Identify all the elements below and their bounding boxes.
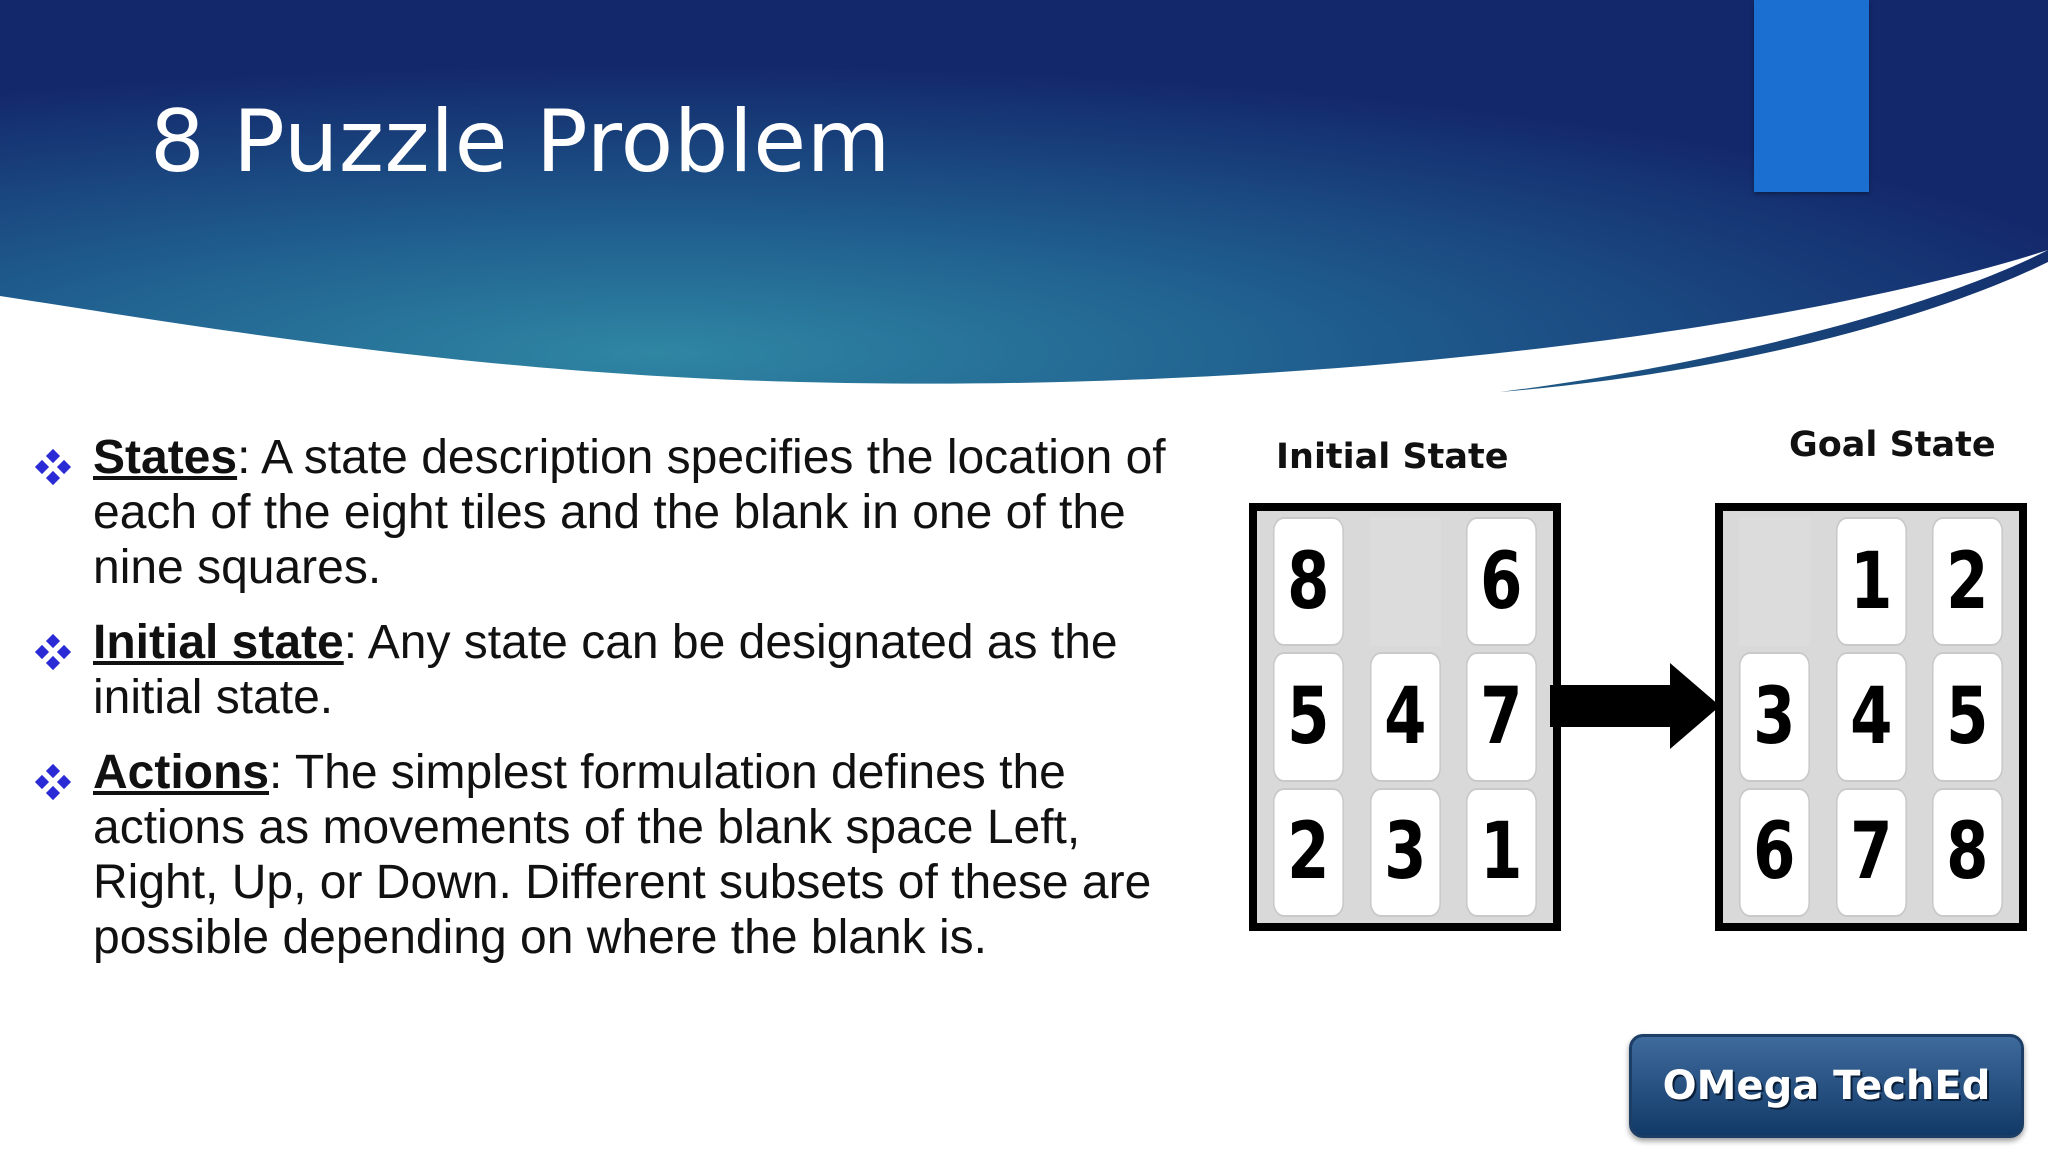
header-band xyxy=(0,0,2048,400)
slide-title: 8 Puzzle Problem xyxy=(150,92,891,192)
diamond-bullet-icon xyxy=(36,765,70,799)
bullet-term: States xyxy=(93,431,238,484)
bullet-term: Actions xyxy=(93,746,270,799)
initial-state-label: Initial State xyxy=(1276,437,1509,477)
goal-state-board xyxy=(1715,503,2027,931)
puzzle-tile: 7 xyxy=(1836,788,1907,917)
bullet-states xyxy=(36,430,1206,595)
accent-bar xyxy=(1754,0,1869,192)
goal-state-label: Goal State xyxy=(1789,425,1996,465)
puzzle-tile: 1 xyxy=(1836,517,1907,646)
puzzle-blank-tile xyxy=(1739,517,1810,646)
puzzle-tile: 3 xyxy=(1370,788,1441,917)
bullet-body: : Any state can be designated as the initial state. xyxy=(93,616,1118,724)
bullet-body: : A state description specifies the location of each of the eight tiles and the blank in one of the nine squares. xyxy=(93,431,1166,594)
puzzle-tile: 7 xyxy=(1466,652,1537,781)
puzzle-tile: 2 xyxy=(1932,517,2003,646)
bullet-body: : The simplest formulation defines the actions as movements of the blank space Left, Right, Up, or Down. Different subsets of these are possible depending on where the blank is. xyxy=(93,746,1152,964)
bullet-term: Initial state xyxy=(93,616,344,669)
diamond-bullet-icon xyxy=(36,450,70,484)
bullet-initial-state xyxy=(36,615,1206,725)
bullet-actions xyxy=(36,745,1206,965)
puzzle-tile: 3 xyxy=(1739,652,1810,781)
bullet-list xyxy=(36,430,1206,985)
puzzle-tile: 8 xyxy=(1932,788,2003,917)
diamond-bullet-icon xyxy=(36,635,70,669)
puzzle-tile: 2 xyxy=(1273,788,1344,917)
puzzle-tile: 1 xyxy=(1466,788,1537,917)
initial-state-board xyxy=(1249,503,1561,931)
puzzle-tile: 4 xyxy=(1836,652,1907,781)
puzzle-tile: 5 xyxy=(1273,652,1344,781)
puzzle-tile: 4 xyxy=(1370,652,1441,781)
puzzle-tile: 6 xyxy=(1739,788,1810,917)
puzzle-blank-tile xyxy=(1370,517,1441,646)
puzzle-tile: 5 xyxy=(1932,652,2003,781)
brand-label: OMega TechEd xyxy=(1662,1063,1991,1109)
arrow-right-icon xyxy=(1550,663,1720,749)
puzzle-tile: 8 xyxy=(1273,517,1344,646)
brand-badge xyxy=(1629,1034,2024,1138)
puzzle-tile: 6 xyxy=(1466,517,1537,646)
